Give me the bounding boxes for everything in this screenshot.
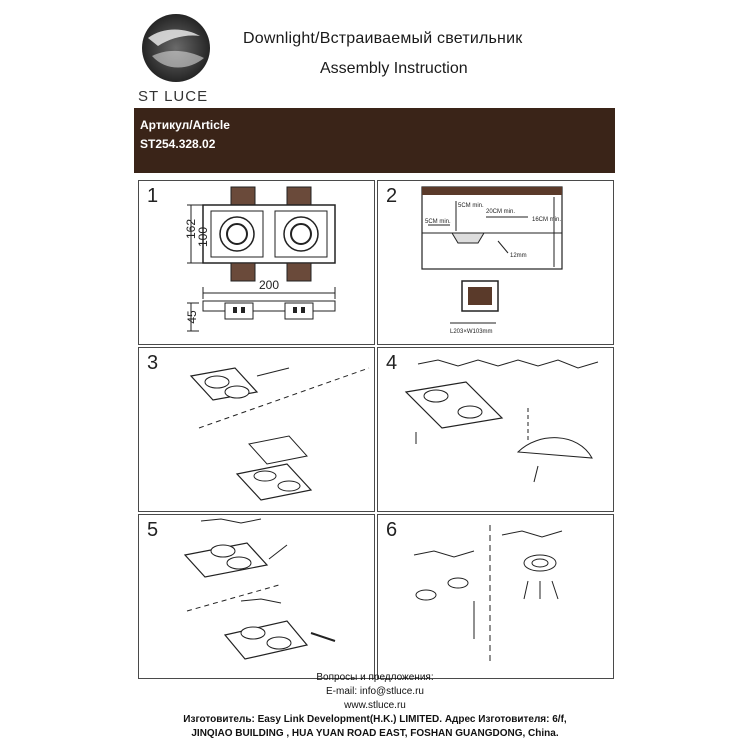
step-number: 3 xyxy=(147,352,159,374)
step-1-panel xyxy=(138,180,375,345)
document-subtitle: Assembly Instruction xyxy=(320,60,468,77)
step-6-panel xyxy=(377,514,614,679)
step-2-installation-diagram xyxy=(378,181,615,346)
step-3-illustration xyxy=(139,348,376,513)
label-top-min: 5CM min. xyxy=(458,203,484,209)
label-gap-min: 20CM min. xyxy=(486,209,516,215)
footer-address: JINQIAO BUILDING , HUA YUAN ROAD EAST, FOSHAN GUANGDONG, China. xyxy=(191,728,559,739)
footer-email: E-mail: info@stluce.ru xyxy=(326,686,424,697)
footer-manufacturer: Изготовитель: Easy Link Development(H.K.) LIMITED. Адрес Изготовителя: 6/f, xyxy=(183,714,567,725)
step-6-illustration xyxy=(378,515,615,680)
article-band xyxy=(134,108,615,173)
label-cutout: L203×W103mm xyxy=(450,329,493,335)
label-side-min: 5CM min. xyxy=(425,219,451,225)
label-depth: 12mm xyxy=(510,253,527,259)
dim-height-outer: 162 xyxy=(184,218,198,240)
step-3-panel xyxy=(138,347,375,512)
footer-contact-heading: Вопросы и предложения: xyxy=(316,672,434,683)
step-number: 4 xyxy=(386,352,398,374)
step-5-panel xyxy=(138,514,375,679)
dim-height-inner: 100 xyxy=(196,226,210,248)
step-number: 6 xyxy=(386,519,398,541)
brand-name: ST LUCE xyxy=(138,88,209,105)
step-1-dimension-drawing xyxy=(139,181,376,346)
step-4-panel xyxy=(377,347,614,512)
step-2-panel xyxy=(377,180,614,345)
label-height-min: 16CM min. xyxy=(532,217,562,223)
article-code: ST254.328.02 xyxy=(140,137,216,151)
brand-logo xyxy=(140,12,212,84)
step-number: 5 xyxy=(147,519,159,541)
dim-depth: 45 xyxy=(185,310,199,324)
step-number: 2 xyxy=(386,185,398,207)
document-title: Downlight/Встраиваемый светильник xyxy=(243,30,523,47)
article-label: Артикул/Article xyxy=(140,118,230,132)
step-4-illustration xyxy=(378,348,615,513)
step-5-illustration xyxy=(139,515,376,680)
footer-website: www.stluce.ru xyxy=(344,700,406,711)
step-number: 1 xyxy=(147,185,159,207)
dim-width: 200 xyxy=(258,278,280,292)
